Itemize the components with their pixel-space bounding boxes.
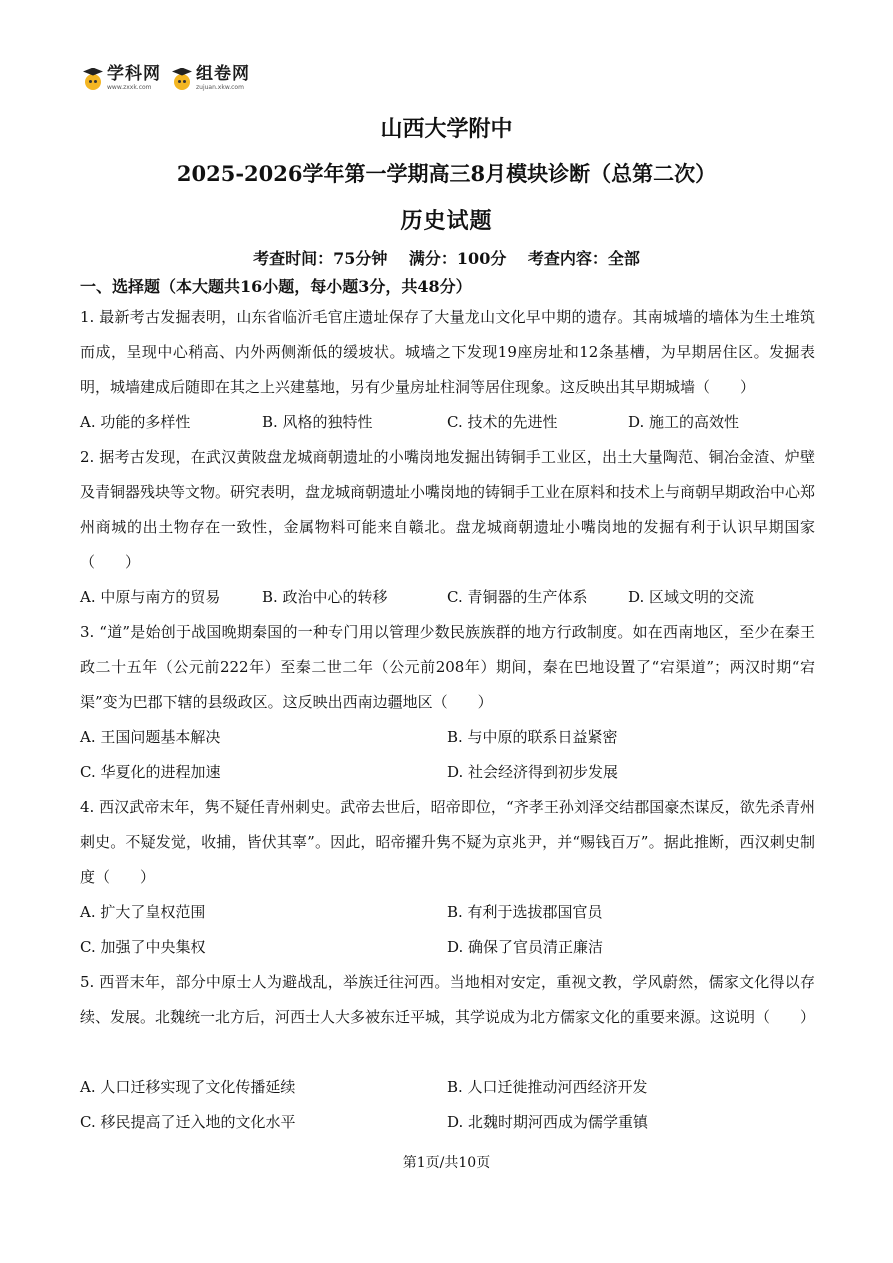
option-a[interactable]: A. 王国问题基本解决 bbox=[80, 728, 221, 746]
page-number: 第1页/共10页 bbox=[402, 1155, 491, 1171]
option-c[interactable]: C. 加强了中央集权 bbox=[80, 938, 206, 956]
exam-meta bbox=[0, 246, 893, 269]
zxxk-logo[interactable] bbox=[82, 66, 161, 91]
question-options bbox=[80, 405, 815, 440]
option-d[interactable]: D. 施工的高效性 bbox=[628, 413, 740, 431]
zujuan-logo[interactable] bbox=[171, 66, 250, 91]
option-a[interactable]: A. 中原与南方的贸易 bbox=[80, 588, 221, 606]
option-b[interactable]: B. 风格的独特性 bbox=[262, 413, 373, 431]
question-options bbox=[80, 1105, 815, 1140]
section-title: 一、选择题（本大题共16小题，每小题3分，共48分） bbox=[80, 277, 472, 296]
logo-name: 学科网 bbox=[107, 64, 161, 84]
option-b[interactable]: B. 有利于选拔郡国官员 bbox=[447, 903, 603, 921]
question-stem: 1. 最新考古发掘表明，山东省临沂毛官庄遗址保存了大量龙山文化早中期的遗存。其南城墙的墙体为生土堆筑而成，呈现中心稍高、内外两侧渐低的缓坡状。城墙之下发现19座房址和12条基槽，为早期居住区。发掘表明，城墙建成后随即在其之上兴建墓地，另有少量房址柱洞等居住现象。这反映出其早期城墙（ ） bbox=[80, 308, 815, 396]
exam-content: 考查内容：全部 bbox=[527, 249, 640, 268]
mascot-icon bbox=[82, 68, 104, 90]
option-b[interactable]: B. 人口迁徙推动河西经济开发 bbox=[447, 1078, 648, 1096]
option-b[interactable]: B. 与中原的联系日益紧密 bbox=[447, 728, 618, 746]
question-stem: 5. 西晋末年，部分中原士人为避战乱，举族迁往河西。当地相对安定，重视文教，学风蔚然，儒家文化得以存续、发展。北魏统一北方后，河西士人大多被东迁平城，其学说成为北方儒家文化的重要来源。这说明（ ） bbox=[80, 973, 816, 1026]
option-a[interactable]: A. 扩大了皇权范围 bbox=[80, 903, 206, 921]
logo-name: 组卷网 bbox=[196, 64, 250, 84]
question-stem: 3. “道”是始创于战国晚期秦国的一种专门用以管理少数民族族群的地方行政制度。如在西南地区，至少在秦王政二十五年（公元前222年）至秦二世二年（公元前208年）期间，秦在巴地设置了“宕渠道”；两汉时期“宕渠”变为巴郡下辖的县级政区。这反映出西南边疆地区（ ） bbox=[80, 623, 815, 711]
question-options bbox=[80, 580, 815, 615]
option-c[interactable]: C. 青铜器的生产体系 bbox=[447, 588, 588, 606]
logo-url: www.zxxk.com bbox=[107, 84, 152, 91]
mascot-icon bbox=[171, 68, 193, 90]
school-title: 山西大学附中 bbox=[380, 116, 513, 142]
option-d[interactable]: D. 区域文明的交流 bbox=[628, 588, 755, 606]
logo-bar bbox=[82, 66, 250, 91]
question-options bbox=[80, 720, 815, 755]
option-d[interactable]: D. 北魏时期河西成为儒学重镇 bbox=[447, 1113, 649, 1131]
exam-time: 考查时间：75分钟 bbox=[253, 249, 388, 268]
option-c[interactable]: C. 移民提高了迁入地的文化水平 bbox=[80, 1113, 296, 1131]
question-stem: 4. 西汉武帝末年，隽不疑任青州刺史。武帝去世后，昭帝即位，“齐孝王孙刘泽交结郡国豪杰谋反，欲先杀青州刺史。不疑发觉，收捕，皆伏其辜”。因此，昭帝擢升隽不疑为京兆尹，并“赐钱百万”。据此推断，西汉刺史制度（ ） bbox=[80, 798, 815, 886]
question-options bbox=[80, 1070, 815, 1105]
logo-url: zujuan.xkw.com bbox=[196, 84, 244, 91]
option-a[interactable]: A. 人口迁移实现了文化传播延续 bbox=[80, 1078, 296, 1096]
question-stem: 2. 据考古发现，在武汉黄陂盘龙城商朝遗址的小嘴岗地发掘出铸铜手工业区，出土大量陶范、铜冶金渣、炉壁及青铜器残块等文物。研究表明，盘龙城商朝遗址小嘴岗地的铸铜手工业在原料和技术上与商朝早期政治中心郑州商城的出土物存在一致性，金属物料可能来自赣北。盘龙城商朝遗址小嘴岗地的发掘有利于认识早期国家（ ） bbox=[80, 448, 816, 571]
question-options bbox=[80, 930, 815, 965]
exam-title: 2025-2026学年第一学期高三8月模块诊断（总第二次） bbox=[176, 161, 717, 186]
question-options bbox=[80, 895, 815, 930]
option-a[interactable]: A. 功能的多样性 bbox=[80, 413, 191, 431]
subject-title: 历史试题 bbox=[400, 208, 493, 234]
option-c[interactable]: C. 华夏化的进程加速 bbox=[80, 763, 221, 781]
option-b[interactable]: B. 政治中心的转移 bbox=[262, 588, 388, 606]
option-d[interactable]: D. 社会经济得到初步发展 bbox=[447, 763, 619, 781]
option-c[interactable]: C. 技术的先进性 bbox=[447, 413, 558, 431]
exam-score: 满分：100分 bbox=[408, 249, 507, 268]
question-options bbox=[80, 755, 815, 790]
option-d[interactable]: D. 确保了官员清正廉洁 bbox=[447, 938, 604, 956]
